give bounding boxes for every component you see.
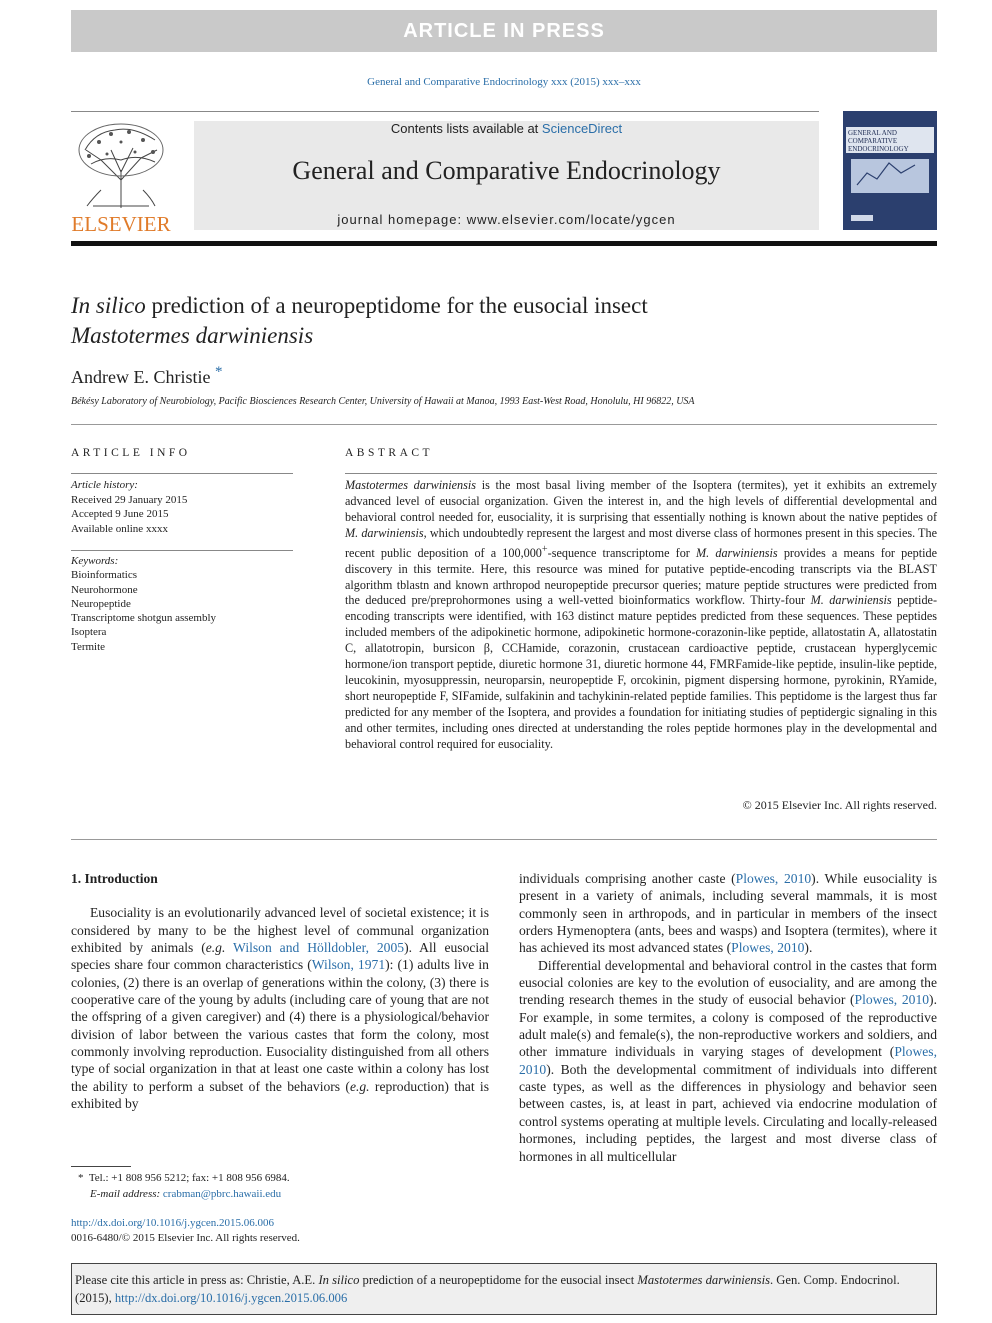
affiliation: Békésy Laboratory of Neurobiology, Pacific Biosciences Research Center, University of Hawaii at Manoa, 1993 East-West Road, Honolulu, HI 96822, USA <box>71 396 695 407</box>
abstract-part: provides a means for peptide discovery in this termite. Here, this resource was mined for putative peptide-encoding transcripts via the BLAST algorithm tblastn and known arthropod neuropeptide precursor queries; mature peptide structures were predicted from the deduced pre/preprohormones using a well-vetted bioinformatics workflow. Thirty-four <box>345 545 937 608</box>
abstract-text <box>345 478 937 752</box>
text: e.g. <box>205 940 226 956</box>
keyword: Termite <box>71 640 106 653</box>
text: ). <box>804 940 813 956</box>
species-name: Mastotermes darwiniensis <box>345 478 476 492</box>
article-history <box>71 478 293 537</box>
text: ). For example, in some termites, a colony is composed of the reproductive adult male(s) and female(s), the non-reproductive workers and soldiers, and other immature individuals in varying stages of development ( <box>519 992 937 1060</box>
abstract-part: peptide-encoding transcripts were identified, with 163 distinct mature peptides predicted from these sequences. These peptides included members of the adipokinetic hormone, adipokinetic hormone-corazonin-like peptide, allatostatin A, allatostatin C, allatotropin, bursicon β, CCHamide, corazonin, crustacean cardioactive peptide, crustacean hyperglycemic hormone/ion transport peptide, diuretic hormone 31, diuretic hormone 44, FMRFamide-like peptide, insulin-like peptide, leucokinin, myosuppressin, neuroparsin, neuropeptide F, orcokinin, pigment dispersing hormone, pyrokinin, RYamide, short neuropeptide F, SIFamide, sulfakinin and tachykinin-related peptide families. This peptidome is the largest thus far predicted for any member of the Isoptera, and provides a foundation for initiating studies of peptidergic signaling in this and other termites, including ones directed at understanding the roles peptide hormones play in the developmental and behavioral control required for eusociality. <box>345 593 938 751</box>
divider <box>71 550 293 551</box>
reference-link[interactable]: Plowes, 2010 <box>735 871 812 886</box>
doi-link[interactable]: http://dx.doi.org/10.1016/j.ygcen.2015.06.006 <box>71 1217 274 1229</box>
article-info-heading: ARTICLE INFO <box>71 447 191 459</box>
title-species: Mastotermes darwiniensis <box>71 323 314 348</box>
text: reproduction) that is exhibited by <box>71 1078 489 1112</box>
contents-line <box>194 121 819 136</box>
intro-paragraph <box>71 904 489 1112</box>
text: ). Both the developmental commitment of individuals into different caste types, as well as the differences in physiology and behavior seen between castes, is, at least in part, achieved via endocrine modulation of control systems operating at multiple levels. Circulating and locally-released hormones, including peptides, the largest and most diverse class of hormones in all multicellular <box>519 1061 937 1164</box>
text: e.g. <box>349 1078 370 1094</box>
title-italic: In silico <box>71 293 146 318</box>
introduction-heading: 1. Introduction <box>71 871 158 886</box>
citation-box <box>71 1263 937 1315</box>
keyword: Transcriptome shotgun assembly <box>71 612 217 625</box>
reference-link[interactable]: Plowes, 2010 <box>731 940 805 956</box>
citation-doi-link[interactable]: http://dx.doi.org/10.1016/j.ygcen.2015.06.006 <box>114 1291 348 1305</box>
abstract-copyright: © 2015 Elsevier Inc. All rights reserved. <box>742 798 937 812</box>
abstract-part: , which undoubtedly represent the largest and most diverse class of hormones present in this species. The recent public deposition of a 100,000 <box>345 525 938 560</box>
species-name: M. darwiniensis <box>696 545 778 560</box>
divider <box>71 839 937 840</box>
footnote-rule <box>71 1166 131 1167</box>
divider <box>345 473 937 474</box>
article-title <box>71 291 937 351</box>
text: Mastotermes darwiniensis <box>637 1273 770 1287</box>
keywords-label: Keywords: <box>71 555 119 567</box>
email-link[interactable]: crabman@pbrc.hawaii.edu <box>162 1188 282 1200</box>
abstract-part: is the most basal living member of the Isoptera (termites), yet it exhibits an extremely advanced level of eusocial organization. Given the interest in, and the high levels of differential developmental and behavioral control needed for, eusociality, it is surprising that essentially nothing is known about the native peptides of <box>345 478 937 524</box>
body-column-right <box>519 870 937 1165</box>
text: ). All eusocial species share four common characteristics ( <box>71 940 489 973</box>
text: ). While eusociality is present in a variety of animals, including several mammals, it is most commonly seen in arthropods, and in particular in members of the insect orders Hymenoptera (ants, bees and wasps) and Isoptera (termites), where it has achieved its most advanced states ( <box>519 871 937 956</box>
divider <box>71 473 293 474</box>
text: individuals comprising another caste ( <box>519 871 736 886</box>
footnote-mark: * <box>78 1172 84 1184</box>
accepted-date: Accepted 9 June 2015 <box>71 508 169 521</box>
keywords <box>71 554 293 654</box>
issn-line: 0016-6480/© 2015 Elsevier Inc. All rights reserved. <box>71 1231 300 1244</box>
received-date: Received 29 January 2015 <box>71 493 188 506</box>
body-column-left <box>71 870 489 1112</box>
keyword: Isoptera <box>71 626 107 639</box>
intro-paragraph <box>519 957 937 1165</box>
keyword: Bioinformatics <box>71 569 137 582</box>
keyword: Neurohormone <box>71 583 138 596</box>
text: Please cite this article in press as: Christie, A.E. <box>75 1273 319 1287</box>
text: Differential developmental and behavioral control in the castes that form eusocial colonies are key to the evolution of eusociality, and are among the trending research themes in the study of eusocial behavior ( <box>519 957 937 1008</box>
text: ): (1) adults live in colonies, (2) there is an overlap of generations within the colony, (3) there is cooperative care of the young by adults (including care of young that are not the offspring of a given caregiver) and (4) there is a physiological/behavior division of labor between the various castes that form the colony, most commonly involving reproduction. Eusociality distinguished from all others type of social organization in that at least one caste within a colony has lost the ability to perform a subset of the behaviors ( <box>71 957 489 1094</box>
text: In silico <box>318 1273 360 1287</box>
header-top-rule <box>71 111 819 112</box>
keyword: Neuropeptide <box>71 597 131 610</box>
sciencedirect-link[interactable]: ScienceDirect <box>541 121 623 136</box>
abstract-part: -sequence transcriptome for <box>547 545 697 560</box>
text: . Gen. Comp. Endocrinol. (2015), <box>75 1273 900 1305</box>
online-date: Available online xxxx <box>71 523 168 536</box>
species-name: M. darwiniensis <box>345 525 424 540</box>
reference-link[interactable]: Wilson and Hölldobler, 2005 <box>233 940 405 956</box>
journal-cover-title: GENERAL AND COMPARATIVE ENDOCRINOLOGY <box>846 127 934 153</box>
author-line <box>71 364 222 388</box>
author-name[interactable]: Andrew E. Christie <box>71 367 211 387</box>
superscript: + <box>541 543 548 555</box>
article-in-press-banner: ARTICLE IN PRESS <box>71 10 937 52</box>
email-label: E-mail address: <box>90 1188 161 1200</box>
journal-title: General and Comparative Endocrinology <box>292 156 721 185</box>
elsevier-wordmark: ELSEVIER <box>71 212 171 236</box>
journal-homepage[interactable]: journal homepage: www.elsevier.com/locate/ygcen <box>337 212 676 227</box>
title-text: prediction of a neuropeptidome for the eusocial insect <box>145 293 648 318</box>
species-name: M. darwiniensis <box>810 593 892 608</box>
corresponding-author-mark[interactable]: * <box>214 364 223 380</box>
doi-block <box>71 1216 489 1245</box>
reference-link[interactable]: Plowes, 2010 <box>519 1044 937 1077</box>
intro-paragraph-cont <box>519 870 937 957</box>
history-label: Article history: <box>71 479 138 491</box>
footnote <box>71 1170 489 1202</box>
footnote-tel: Tel.: +1 808 956 5212; fax: +1 808 956 6984. <box>88 1172 290 1184</box>
abstract-heading: ABSTRACT <box>345 447 434 459</box>
divider <box>71 424 937 425</box>
text: Eusociality is an evolutionarily advanced level of societal existence; it is considered by many to be the highest level of communal organization exhibited by animals ( <box>71 905 489 956</box>
header-thick-rule <box>71 241 937 246</box>
reference-link[interactable]: Plowes, 2010 <box>854 992 930 1008</box>
reference-link[interactable]: Wilson, 1971 <box>311 957 386 973</box>
text: prediction of a neuropeptidome for the eusocial insect <box>359 1273 638 1287</box>
journal-reference-link[interactable]: General and Comparative Endocrinology xxx (2015) xxx–xxx <box>367 76 641 88</box>
contents-prefix: Contents lists available at <box>390 121 539 136</box>
